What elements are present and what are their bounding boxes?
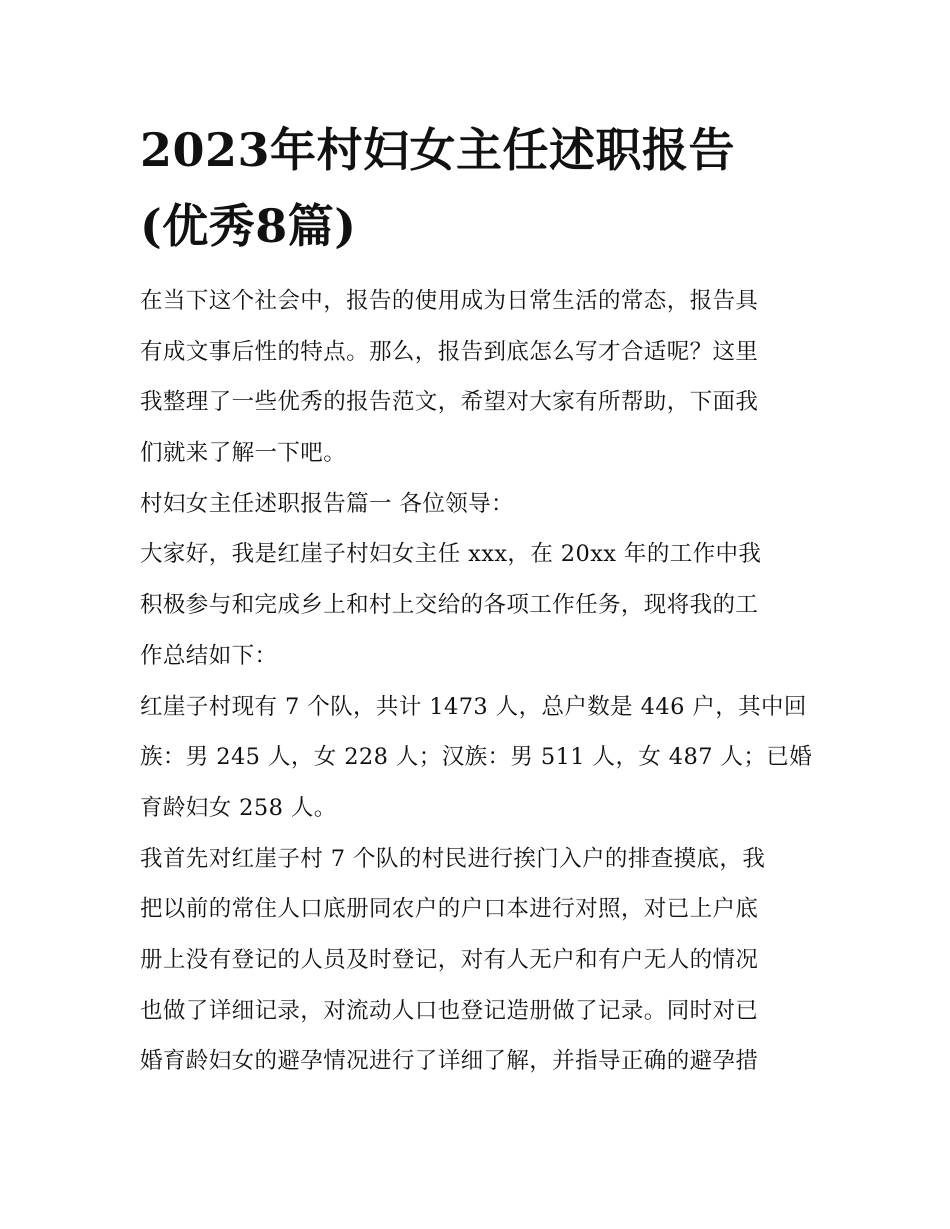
body-line: 我整理了一些优秀的报告范文，希望对大家有所帮助，下面我 (140, 389, 759, 416)
title-line-2: (优秀8篇) (140, 199, 357, 253)
body-line: 族：男 245 人，女 228 人；汉族：男 511 人，女 487 人；已婚 (140, 744, 813, 771)
body-line: 作总结如下： (140, 642, 278, 669)
body-line: 村妇女主任述职报告篇一 各位领导： (140, 490, 514, 517)
body-line: 也做了详细记录，对流动人口也登记造册做了记录。同时对已 (140, 997, 759, 1024)
body-line: 有成文事后性的特点。那么，报告到底怎么写才合适呢？这里 (140, 338, 759, 365)
body-line: 大家好，我是红崖子村妇女主任 xxx，在 20xx 年的工作中我 (140, 541, 762, 568)
document-title (140, 112, 820, 264)
body-line: 育龄妇女 258 人。 (140, 794, 337, 821)
body-line: 们就来了解一下吧。 (140, 440, 347, 467)
title-line-1: 2023年村妇女主任述职报告 (140, 123, 736, 177)
body-line: 红崖子村现有 7 个队，共计 1473 人，总户数是 446 户，其中回 (140, 693, 807, 720)
body-line: 婚育龄妇女的避孕情况进行了详细了解，并指导正确的避孕措 (140, 1048, 759, 1075)
body-line: 在当下这个社会中，报告的使用成为日常生活的常态，报告具 (140, 288, 759, 314)
document-body (140, 276, 830, 1087)
body-line: 把以前的常住人口底册同农户的户口本进行对照，对已上户底 (140, 896, 759, 923)
body-line: 积极参与和完成乡上和村上交给的各项工作任务，现将我的工 (140, 592, 759, 619)
body-line: 册上没有登记的人员及时登记，对有人无户和有户无人的情况 (140, 946, 759, 973)
body-line: 我首先对红崖子村 7 个队的村民进行挨门入户的排查摸底，我 (140, 845, 766, 872)
